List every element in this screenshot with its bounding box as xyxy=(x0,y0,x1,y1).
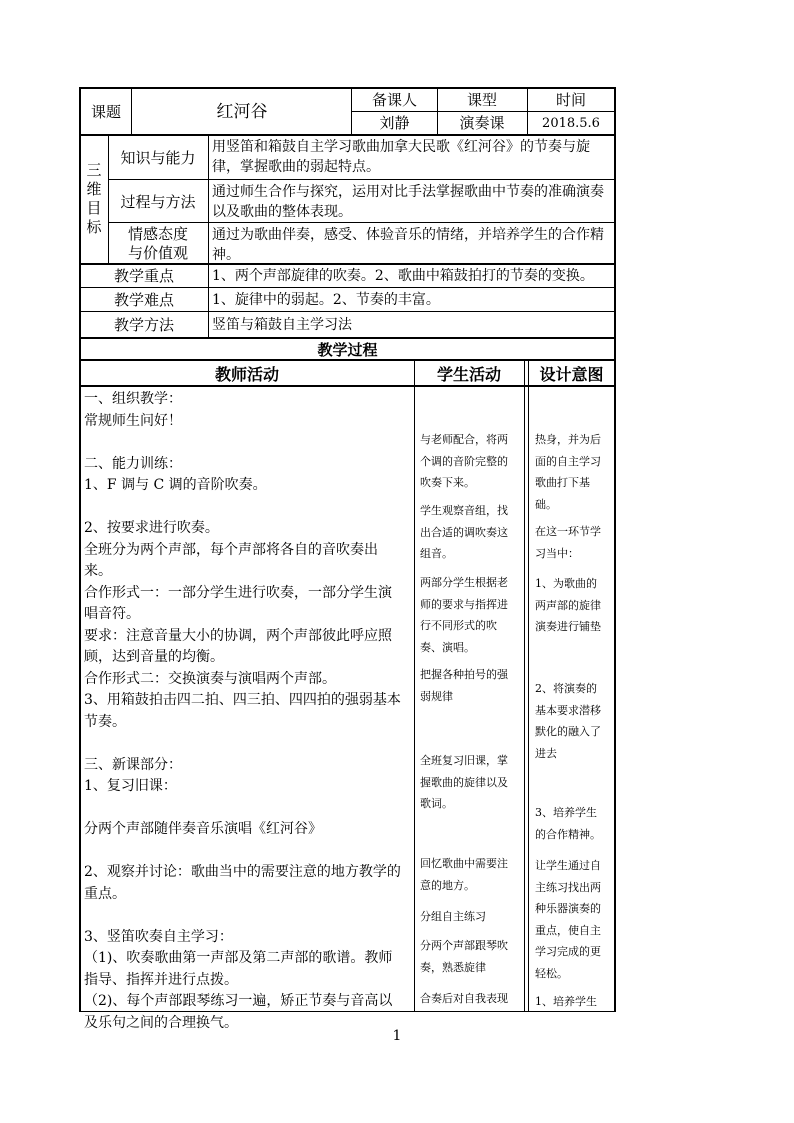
page-number: 1 xyxy=(392,1028,402,1044)
teacher-line xyxy=(84,904,412,926)
goal-text-knowledge: 用竖笛和箱鼓自主学习歌曲加拿大民歌《红河谷》的节奏与旋律，掌握歌曲的弱起特点。 xyxy=(212,139,590,175)
student-block xyxy=(420,572,508,658)
student-line: 奏、演唱。 xyxy=(420,640,475,654)
time-label: 时间 xyxy=(555,90,586,109)
student-line: 奏，熟悉旋律 xyxy=(420,960,486,974)
design-intent xyxy=(528,386,615,1012)
student-block xyxy=(420,988,508,1010)
design-line: 2、将演奏的 xyxy=(535,682,597,695)
border-line xyxy=(614,87,616,1012)
col-design-header: 设计意图 xyxy=(539,364,604,384)
teacher-activities xyxy=(84,388,412,1031)
teacher-line: 合作形式二：交换演奏与演唱两个声部。 xyxy=(84,670,336,687)
design-line: 1、为歌曲的 xyxy=(535,577,597,590)
design-line: 1、培养学生 xyxy=(535,995,597,1008)
student-line: 握歌曲的旋律以及 xyxy=(420,775,508,789)
goal-label-knowledge: 知识与能力 xyxy=(120,148,196,167)
teacher-line: 全班分为两个声部，每个声部将各自的音吹奏出 xyxy=(84,541,378,558)
border-line xyxy=(80,385,615,387)
border-line xyxy=(131,88,132,135)
teacher-line: 顾，达到音量的均衡。 xyxy=(84,649,224,665)
teacher-line xyxy=(84,732,412,754)
design-line: 主练习找出两 xyxy=(535,880,601,894)
student-line: 与老师配合，将两 xyxy=(420,433,508,446)
design-line: 默化的融入了 xyxy=(535,725,601,738)
student-line: 回忆歌曲中需要注 xyxy=(420,857,508,870)
teacher-line: 要求：注意音量大小的协调，两个声部彼此呼应照 xyxy=(84,627,392,644)
student-line: 意的地方。 xyxy=(420,878,475,892)
student-line: 全班复习旧课，掌 xyxy=(420,754,508,767)
border-line xyxy=(80,263,615,265)
student-block xyxy=(420,906,486,928)
teacher-line: 3、竖笛吹奏自主学习： xyxy=(84,928,233,945)
border-line xyxy=(80,359,615,361)
teacher-line xyxy=(84,840,412,862)
teacher-line: 重点。 xyxy=(84,885,126,902)
student-line: 出合适的调吹奏这 xyxy=(420,525,508,539)
time-value: 2018.5.6 xyxy=(542,115,600,131)
teacher-line: 三、新课部分： xyxy=(84,756,182,773)
border-line xyxy=(80,87,616,89)
student-line: 师的要求与指挥进 xyxy=(420,597,508,611)
border-line xyxy=(108,222,615,223)
student-block xyxy=(420,935,508,978)
teacher-line: 2、按要求进行吹奏。 xyxy=(84,520,219,536)
design-line: 热身，并为后 xyxy=(535,433,601,446)
goal-label-emotion: 情感态度与价值观 xyxy=(127,224,188,262)
border-line xyxy=(80,134,615,136)
design-line: 轻松。 xyxy=(535,966,568,980)
border-line xyxy=(528,360,529,1012)
design-line: 在这一环节学 xyxy=(535,525,601,538)
teacher-line xyxy=(84,797,412,819)
student-line: 合奏后对自我表现 xyxy=(420,992,508,1005)
design-block xyxy=(535,802,601,845)
goal-text-emotion: 通过为歌曲伴奏，感受、体验音乐的情绪，并培养学生的合作精神。 xyxy=(212,227,604,263)
design-block xyxy=(535,855,601,984)
border-line xyxy=(524,360,525,1012)
teacher-line xyxy=(84,496,412,518)
design-line: 两声部的旋律 xyxy=(535,598,601,612)
design-line: 演奏进行铺垫 xyxy=(535,620,601,633)
key-text-focus: 1、两个声部旋律的吹奏。2、歌曲中箱鼓拍打的节奏的变换。 xyxy=(212,268,594,284)
design-block xyxy=(535,573,601,638)
teacher-line: 指导、指挥并进行点拨。 xyxy=(84,971,238,988)
design-line: 重点，使自主 xyxy=(535,923,601,937)
preparer-label: 备课人 xyxy=(371,90,417,109)
design-line: 进去 xyxy=(535,746,557,760)
teacher-line: 1、复习旧课： xyxy=(84,778,177,794)
type-label: 课型 xyxy=(466,90,497,109)
student-line: 歌词。 xyxy=(420,797,453,810)
border-line xyxy=(108,179,615,180)
teacher-line: 2、观察并讨论：歌曲当中的需要注意的地方教学的 xyxy=(84,864,401,880)
design-line: 基本要求潜移 xyxy=(535,703,601,717)
teacher-line: 1、F 调与 C 调的音阶吹奏。 xyxy=(84,477,267,493)
student-line: 行不同形式的吹 xyxy=(420,619,497,632)
border-line xyxy=(80,311,615,312)
design-line: 学习完成的更 xyxy=(535,945,601,958)
student-block xyxy=(420,750,508,815)
student-activities xyxy=(414,386,524,1012)
design-block xyxy=(535,991,597,1013)
goal-label-process: 过程与方法 xyxy=(120,192,196,211)
goal-text-process: 通过师生合作与探究，运用对比手法掌握歌曲中节奏的准确演奏以及歌曲的整体表现。 xyxy=(212,184,604,220)
teacher-line: 唱音符。 xyxy=(84,606,140,622)
topic-value: 红河谷 xyxy=(216,101,268,122)
border-line xyxy=(352,111,615,112)
design-line: 的合作精神。 xyxy=(535,827,601,841)
design-line: 3、培养学生 xyxy=(535,806,597,819)
student-block xyxy=(420,429,508,494)
student-line: 分组自主练习 xyxy=(420,910,486,923)
teacher-line: 3、用箱鼓拍击四二拍、四三拍、四四拍的强弱基本 xyxy=(84,692,401,708)
border-line xyxy=(208,135,209,338)
student-line: 两部分学生根据老 xyxy=(420,576,508,589)
key-label-focus: 教学重点 xyxy=(113,267,174,285)
student-line: 个调的音阶完整的 xyxy=(420,454,508,468)
design-line: 习当中： xyxy=(535,546,579,560)
student-line: 组音。 xyxy=(420,547,453,560)
key-label-difficulty: 教学难点 xyxy=(113,291,174,309)
key-label-method: 教学方法 xyxy=(113,316,174,334)
design-line: 歌曲打下基 xyxy=(535,476,590,489)
type-value: 演奏课 xyxy=(459,114,505,132)
student-block xyxy=(420,500,508,565)
design-block xyxy=(535,678,601,764)
student-block xyxy=(420,664,508,707)
border-line xyxy=(79,87,81,1012)
design-block xyxy=(535,521,601,564)
design-line: 让学生通过自 xyxy=(535,859,601,872)
goals-group-label: 三维目标 xyxy=(84,161,103,238)
design-line: 面的自主学习 xyxy=(535,454,601,468)
teacher-line: 二、能力训练： xyxy=(84,455,182,472)
key-text-method: 竖笛与箱鼓自主学习法 xyxy=(212,317,352,333)
teacher-line: 及乐句之间的合理换气。 xyxy=(84,1014,238,1031)
process-title: 教学过程 xyxy=(317,340,378,359)
border-line xyxy=(80,287,615,288)
topic-label: 课题 xyxy=(90,102,121,121)
teacher-line: 分两个声部随伴奏音乐演唱《红河谷》 xyxy=(84,821,322,837)
design-line: 础。 xyxy=(535,497,557,511)
teacher-line: 合作形式一：一部分学生进行吹奏，一部分学生演 xyxy=(84,584,392,601)
design-line: 种乐器演奏的 xyxy=(535,902,601,915)
teacher-line: 节奏。 xyxy=(84,713,126,730)
border-line xyxy=(80,1011,616,1012)
teacher-line: 一、组织教学： xyxy=(84,391,182,407)
student-line: 吹奏下来。 xyxy=(420,476,475,489)
teacher-line: 常规师生问好！ xyxy=(84,412,182,429)
student-line: 学生观察音组，找 xyxy=(420,504,508,517)
border-line xyxy=(108,135,109,264)
teacher-line: （1)、吹奏歌曲第一声部及第二声部的歌谱。教师 xyxy=(84,950,393,966)
student-block xyxy=(420,853,508,896)
student-line: 把握各种拍号的强 xyxy=(420,668,508,681)
student-line: 弱规律 xyxy=(420,689,453,703)
key-text-difficulty: 1、旋律中的弱起。2、节奏的丰富。 xyxy=(212,292,440,308)
col-teacher-header: 教师活动 xyxy=(214,364,279,384)
preparer-value: 刘静 xyxy=(379,114,410,132)
border-line xyxy=(80,337,615,339)
teacher-line: 来。 xyxy=(84,563,112,579)
col-student-header: 学生活动 xyxy=(436,364,501,384)
design-block xyxy=(535,429,601,515)
border-line xyxy=(414,360,415,1012)
teacher-line: （2)、每个声部跟琴练习一遍，矫正节奏与音高以 xyxy=(84,993,393,1009)
student-line: 分两个声部跟琴吹 xyxy=(420,939,508,952)
teacher-line xyxy=(84,431,412,453)
